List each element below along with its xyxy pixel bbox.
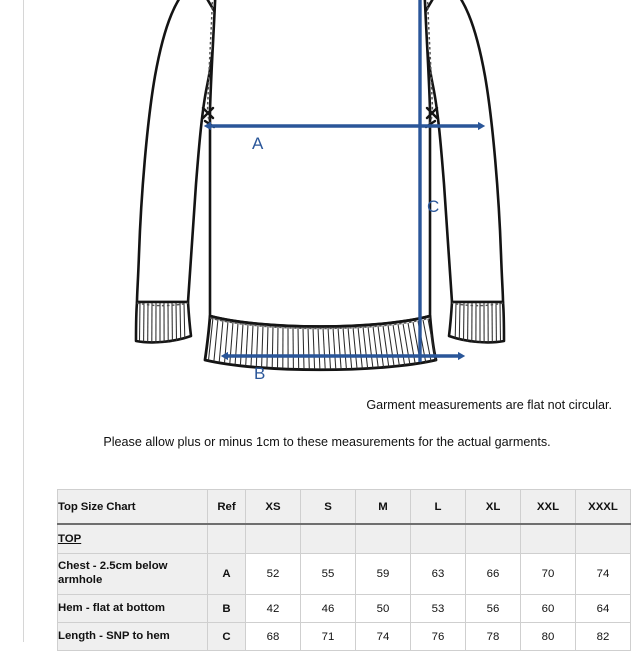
body-panel: [210, 0, 430, 327]
column-header-ref: Ref: [208, 490, 246, 525]
cell-length-xs: 68: [246, 623, 301, 651]
cell-hem-xl: 56: [466, 595, 521, 623]
section-cell-xl: [466, 524, 521, 554]
section-cell-ref: [208, 524, 246, 554]
cell-chest-xl: 66: [466, 554, 521, 595]
note-flat-not-circular: Garment measurements are flat not circular.: [0, 398, 640, 414]
cell-length-l: 76: [411, 623, 466, 651]
cell-hem-xxl: 60: [521, 595, 576, 623]
cell-hem-l: 53: [411, 595, 466, 623]
column-header-xl: XL: [466, 490, 521, 525]
table-row: [58, 554, 631, 595]
section-cell-l: [411, 524, 466, 554]
cell-length-s: 71: [301, 623, 356, 651]
row-label-hem: Hem - flat at bottom: [58, 595, 208, 623]
row-label-chest: Chest - 2.5cm below armhole: [58, 554, 208, 595]
cell-hem-xxxl: 64: [576, 595, 631, 623]
measurement-notes: [0, 398, 640, 450]
row-ref-hem: B: [208, 595, 246, 623]
cell-chest-m: 59: [356, 554, 411, 595]
section-cell-xs: [246, 524, 301, 554]
row-label-length: Length - SNP to hem: [58, 623, 208, 651]
measure-label-a: A: [252, 134, 264, 153]
table-header-row: [58, 490, 631, 525]
section-cell-m: [356, 524, 411, 554]
garment-outline: [137, 0, 503, 327]
section-row-top: [58, 524, 631, 554]
table-row: [58, 623, 631, 651]
column-header-xxxl: XXXL: [576, 490, 631, 525]
cell-chest-xxxl: 74: [576, 554, 631, 595]
section-label-text: TOP: [58, 533, 81, 545]
column-header-m: M: [356, 490, 411, 525]
measure-label-b: B: [254, 364, 265, 383]
measure-label-c: C: [427, 197, 439, 216]
column-header-l: L: [411, 490, 466, 525]
left-cuff: [136, 302, 191, 343]
section-cell-s: [301, 524, 356, 554]
note-tolerance: Please allow plus or minus 1cm to these measurements for the actual garments.: [0, 435, 640, 451]
column-header-xxl: XXL: [521, 490, 576, 525]
cell-length-xxxl: 82: [576, 623, 631, 651]
cell-chest-s: 55: [301, 554, 356, 595]
cell-hem-xs: 42: [246, 595, 301, 623]
table-row: [58, 595, 631, 623]
section-cell-xxl: [521, 524, 576, 554]
top-size-chart-table: [57, 489, 631, 651]
size-chart-container: [57, 489, 630, 651]
cell-chest-xxl: 70: [521, 554, 576, 595]
row-ref-chest: A: [208, 554, 246, 595]
row-ref-length: C: [208, 623, 246, 651]
table-title: Top Size Chart: [58, 490, 208, 525]
cell-length-xxl: 80: [521, 623, 576, 651]
cell-length-m: 74: [356, 623, 411, 651]
cell-hem-m: 50: [356, 595, 411, 623]
cell-chest-xs: 52: [246, 554, 301, 595]
cell-hem-s: 46: [301, 595, 356, 623]
section-cell-xxxl: [576, 524, 631, 554]
cell-chest-l: 63: [411, 554, 466, 595]
cell-length-xl: 78: [466, 623, 521, 651]
column-header-xs: XS: [246, 490, 301, 525]
right-cuff: [449, 302, 504, 343]
section-label-top: [58, 524, 208, 554]
left-sleeve: [137, 0, 216, 302]
column-header-s: S: [301, 490, 356, 525]
right-sleeve: [424, 0, 503, 302]
